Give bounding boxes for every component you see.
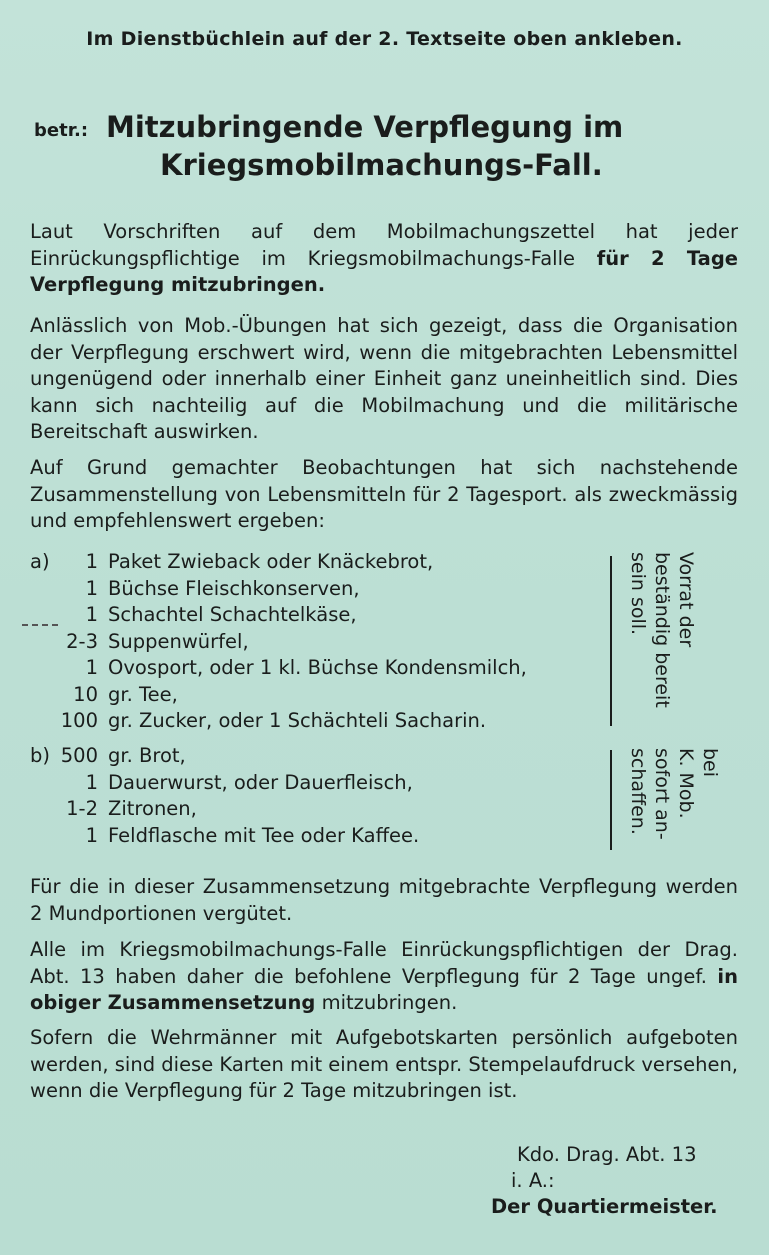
list-item-qty: 500 xyxy=(60,744,98,767)
pencil-mark xyxy=(22,624,58,629)
title-line-2: Kriegsmobilmachungs-Fall. xyxy=(160,148,603,182)
list-b-note xyxy=(626,748,722,840)
list-item xyxy=(30,549,610,576)
list-a-note xyxy=(626,552,698,708)
list-item xyxy=(30,770,610,797)
list-item-text: Zitronen, xyxy=(108,797,197,820)
list-item xyxy=(30,629,610,656)
list-b-label: b) xyxy=(30,744,50,767)
note-b-line-2: K. Mob. xyxy=(675,748,697,819)
signature-name: Der Quartiermeister. xyxy=(491,1195,718,1218)
list-item-qty: 1-2 xyxy=(66,797,98,820)
list-a xyxy=(30,549,610,735)
paragraph-4: Für die in dieser Zusammensetzung mitgebrachte Verpflegung werden 2 Mundportionen vergütet. xyxy=(30,875,738,925)
list-item-text: gr. Tee, xyxy=(108,682,178,706)
list-item-qty: 1 xyxy=(85,603,98,626)
brace-b xyxy=(604,750,612,850)
title-prefix: betr.: xyxy=(34,120,89,141)
list-item xyxy=(30,682,610,709)
list-item xyxy=(30,823,610,850)
list-item xyxy=(30,743,610,770)
list-item-qty: 100 xyxy=(60,709,98,732)
list-item-text: Paket Zwieback oder Knäckebrot, xyxy=(108,550,434,573)
list-a-label: a) xyxy=(30,550,50,573)
list-item-qty: 10 xyxy=(73,682,98,706)
paragraph-5-tail: mitzubringen. xyxy=(315,991,458,1014)
note-a-line-2: beständig bereit xyxy=(651,552,673,708)
signature-ia: i. A.: xyxy=(511,1169,555,1192)
list-item-qty: 1 xyxy=(85,823,98,847)
list-item-text: gr. Brot, xyxy=(108,744,186,767)
list-item xyxy=(30,576,610,603)
list-item xyxy=(30,602,610,629)
paragraph-5 xyxy=(30,937,738,1017)
header-instruction: Im Dienstbüchlein auf der 2. Textseite oben ankleben. xyxy=(86,28,683,50)
paragraph-3: Auf Grund gemachter Beobachtungen hat sich nachstehende Zusammenstellung von Lebensmitteln für 2 Tagesport. als zweckmässig und empfehlenswert ergeben: xyxy=(30,456,738,532)
list-item-text: Suppenwürfel, xyxy=(108,629,249,653)
note-b-line-4: schaffen. xyxy=(627,748,649,835)
paragraph-1 xyxy=(30,219,738,299)
list-item xyxy=(30,655,610,682)
list-item xyxy=(30,708,610,735)
brace-a xyxy=(604,556,612,726)
list-item-qty: 1 xyxy=(85,656,98,679)
list-item-qty: 1 xyxy=(85,550,98,573)
paragraph-5-text: Alle im Kriegsmobilmachungs-Falle Einrückungspflichtigen der Drag. Abt. 13 haben daher die befohlene Verpflegung für 2 Tage ungef. xyxy=(30,938,738,988)
paragraph-5-bold: in obiger Zusammensetzung xyxy=(30,964,738,1014)
paragraph-2: Anlässlich von Mob.-Übungen hat sich gezeigt, dass die Organisation der Verpflegung erschwert wird, wenn die mitgebrachten Lebensmittel ungenügend oder innerhalb einer Einheit ganz uneinheitlich sind. Dies kann sich nachteilig auf die Mobilmachung und die militärische Bereitschaft auswirken. xyxy=(30,314,738,443)
list-item-qty: 2-3 xyxy=(66,629,98,653)
list-item-text: Feldflasche mit Tee oder Kaffee. xyxy=(108,823,420,847)
list-item-text: gr. Zucker, oder 1 Schächteli Sacharin. xyxy=(108,709,487,732)
list-item-qty: 1 xyxy=(85,576,98,600)
list-item-qty: 1 xyxy=(85,770,98,794)
list-item-text: Dauerwurst, oder Dauerfleisch, xyxy=(108,770,413,794)
list-b xyxy=(30,743,610,849)
note-b-line-3: sofort an- xyxy=(651,748,673,840)
paragraph-6: Sofern die Wehrmänner mit Aufgebotskarten persönlich aufgeboten werden, sind diese Karten mit einem entspr. Stempelaufdruck versehen, wenn die Verpflegung für 2 Tage mitzubringen ist. xyxy=(30,1026,738,1102)
note-a-line-3: sein soll. xyxy=(627,552,649,636)
list-item-text: Büchse Fleischkonserven, xyxy=(108,576,360,600)
list-item-text: Schachtel Schachtelkäse, xyxy=(108,603,357,626)
signature-unit: Kdo. Drag. Abt. 13 xyxy=(517,1143,697,1166)
paragraph-1-bold: für 2 Tage Verpflegung mitzubringen. xyxy=(30,246,739,296)
title-line-1: Mitzubringende Verpflegung im xyxy=(106,110,624,144)
note-a-line-1: Vorrat der xyxy=(675,552,697,648)
list-item-text: Ovosport, oder 1 kl. Büchse Kondensmilch, xyxy=(108,656,527,679)
note-b-line-1: bei xyxy=(699,748,721,778)
paragraph-1-text: Laut Vorschriften auf dem Mobilmachungszettel hat jeder Einrückungspflichtige im Kriegsmobilmachungs-Falle xyxy=(30,220,738,270)
list-item xyxy=(30,796,610,823)
